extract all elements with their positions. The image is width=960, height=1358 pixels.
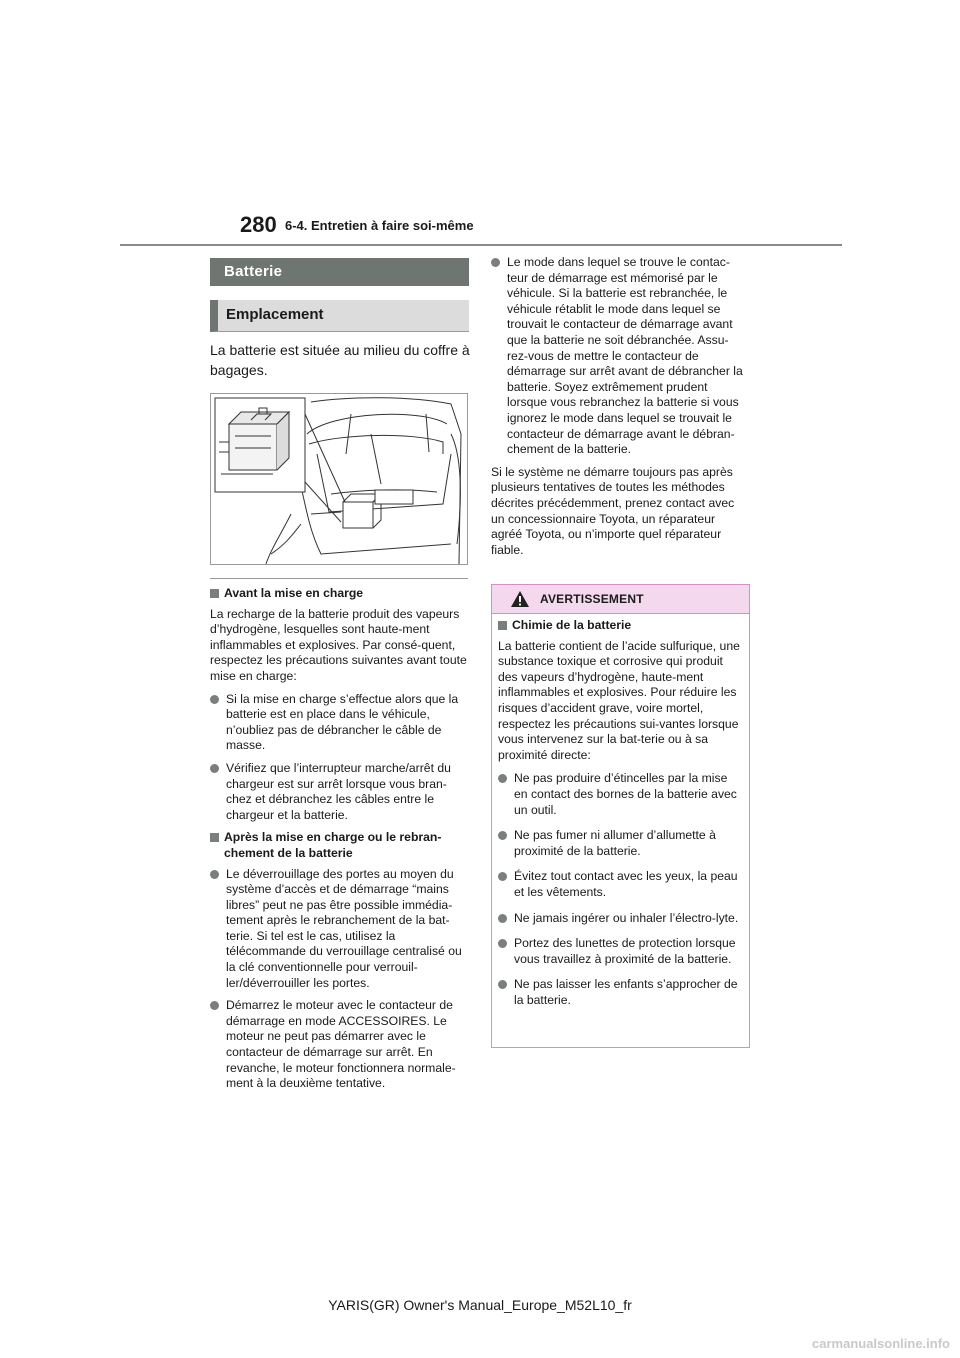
left-column <box>210 586 468 1099</box>
warning-item: Portez des lunettes de protection lorsque vous travaillez à proximité de la batterie. <box>498 936 742 967</box>
warning-item: Ne pas fumer ni allumer d’allumette à proximité de la batterie. <box>498 828 742 859</box>
section-title: 6-4. Entretien à faire soi-même <box>285 218 474 233</box>
paragraph: La recharge de la batterie produit des vapeurs d’hydrogène, lesquelles sont haute-ment inflammables et explosives. Par consé-quent, respectez les précautions suivantes avant toute mise en charge: <box>210 606 467 683</box>
paragraph: Si le système ne démarre toujours pas après plusieurs tentatives de toutes les méthodes décrites précédemment, prenez contact avec un concessionnaire Toyota, un réparateur agréé Toyota, ou n’importe quel réparateur fiable. <box>491 464 735 557</box>
heading-avant-charge: Avant la mise en charge <box>210 586 468 602</box>
bullet-item: Démarrez le moteur avec le contacteur de démarrage en mode ACCESSOIRES. Le moteur ne peut pas démarrer avec le contacteur de démarrage sur arrêt. En revanche, le moteur fonctionnera normale-ment à la deuxième tentative. <box>210 998 468 1092</box>
warning-item: Ne pas laisser les enfants s’approcher de la batterie. <box>498 977 742 1008</box>
trunk-battery-drawing <box>211 394 468 565</box>
footer-text: YARIS(GR) Owner's Manual_Europe_M52L10_fr <box>328 1297 632 1313</box>
intro-text: La batterie est située au milieu du coffre à bagages. <box>210 342 470 378</box>
bullet-item: Le déverrouillage des portes au moyen du système d’accès et de démarrage “mains libres” peut ne pas être possible immédia-tement après le rebranchement de la bat-terie. Si tel est le cas, utilisez la télécommande du verrouillage centralisé ou la clé conventionnelle pour verrouil-ler/déverrouiller les portes. <box>210 867 468 992</box>
watermark: carmanualsonline.info <box>812 1336 950 1351</box>
bullet-item: Vérifiez que l’interrupteur marche/arrêt du chargeur est sur arrêt lorsque vous bran-chez et débranchez les câbles entre le chargeur et la batterie. <box>210 761 468 823</box>
warning-header <box>492 585 749 614</box>
battery-location-illustration <box>210 393 468 565</box>
warning-box <box>491 584 750 1048</box>
warning-triangle-icon <box>510 590 530 608</box>
warning-item: Ne pas produire d’étincelles par la mise en contact des bornes de la batterie avec un outil. <box>498 771 742 818</box>
warning-body <box>498 618 742 1018</box>
warning-heading: Chimie de la batterie <box>498 618 742 634</box>
warning-paragraph: La batterie contient de l’acide sulfurique, une substance toxique et corrosive qui produit des vapeurs d’hydrogène, haute-ment inflammables et explosives. Pour réduire les risques d’accident grave, voire mortel, respectez les précautions sui-vantes lorsque vous intervenez sur la bat-terie ou à sa proximité directe: <box>498 638 740 762</box>
warning-item: Ne jamais ingérer ou inhaler l’électro-lyte. <box>498 911 742 927</box>
right-column <box>491 255 749 565</box>
page-number: 280 <box>240 212 277 237</box>
chapter-title: Batterie <box>210 258 469 286</box>
warning-item: Évitez tout contact avec les yeux, la peau et les vêtements. <box>498 869 742 900</box>
bullet-item: Si la mise en charge s’effectue alors que la batterie est en place dans le véhicule, n’oubliez pas de débrancher le câble de masse. <box>210 692 468 754</box>
heading-apres-charge: Après la mise en charge ou le rebran-chement de la batterie <box>210 830 468 861</box>
figure-rule <box>210 578 468 579</box>
warning-title: AVERTISSEMENT <box>540 592 644 606</box>
header-rule <box>120 244 842 246</box>
bullet-item: Le mode dans lequel se trouve le contac-teur de démarrage est mémorisé par le véhicule. Si la batterie est rebranchée, le véhicule rétablit le mode dans lequel se trouvait le contacteur de démarrage avant que la batterie ne soit débranchée. Assu-rez-vous de mettre le contacteur de démarrage sur arrêt avant de débrancher la batterie. Soyez extrêmement prudent lorsque vous rebranchez la batterie si vous ignorez le mode dans lequel se trouvait le contacteur de démarrage avant le débran-chement de la batterie. <box>491 255 749 458</box>
subsection-title: Emplacement <box>210 300 469 332</box>
